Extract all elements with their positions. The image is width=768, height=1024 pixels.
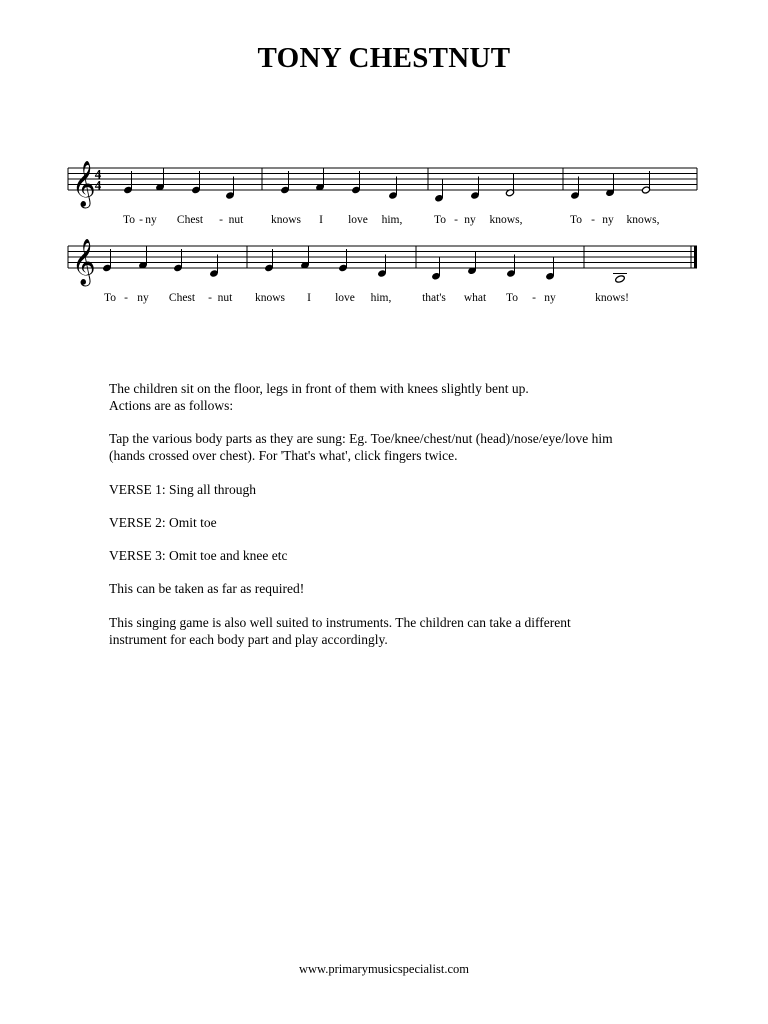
lyric-syllable: ny — [464, 214, 476, 226]
lyric-hyphen: - — [591, 214, 595, 226]
lyric-syllable: Chest — [176, 214, 204, 226]
lyric-syllable: nut — [217, 292, 233, 304]
lyric-syllable: To — [104, 292, 116, 304]
page-title: TONY CHESTNUT — [257, 42, 511, 74]
lyric-syllable: that's — [422, 292, 446, 304]
note-G4-quarter — [338, 249, 347, 272]
verse-3-text: VERSE 3: Omit toe and knee etc — [109, 548, 288, 563]
note-G4-quarter — [102, 249, 111, 272]
lyric-syllable: nut — [228, 214, 244, 226]
lyric-hyphen: - — [532, 292, 536, 304]
treble-clef-icon: 𝄞 — [72, 239, 96, 284]
lyric-syllable: knows, — [489, 214, 523, 226]
lyric-hyphen: - — [124, 292, 128, 304]
note-G4-quarter — [264, 249, 273, 272]
time-signature-top: 4 — [94, 166, 102, 182]
lyric-hyphen: - — [139, 214, 143, 226]
lyric-hyphen: - — [454, 214, 458, 226]
lyric-hyphen: - — [208, 292, 212, 304]
lyric-syllable: I — [319, 214, 323, 226]
lyric-syllable: knows — [270, 214, 302, 226]
lyric-syllable: ny — [544, 292, 556, 304]
lyric-syllable: To — [506, 292, 518, 304]
lyric-syllable: what — [463, 292, 487, 304]
lyric-syllable: To — [434, 214, 446, 226]
verse-1-text: VERSE 1: Sing all through — [109, 482, 257, 497]
note-D4-quarter — [431, 257, 440, 280]
required-text: This can be taken as far as required! — [109, 581, 305, 596]
tap-paragraph — [109, 430, 729, 464]
lyric-syllable: Chest — [168, 292, 196, 304]
verse-2-text: VERSE 2: Omit toe — [109, 515, 217, 530]
footer-url: www.primarymusicspecialist.com — [299, 962, 469, 976]
lyric-syllable: knows! — [595, 292, 629, 304]
lyric-syllable: ny — [602, 214, 614, 226]
final-bar-thick — [694, 246, 697, 268]
note-F4-quarter — [467, 252, 476, 275]
note-C4-whole — [613, 274, 627, 284]
lyric-syllable: knows — [254, 292, 286, 304]
note-E4-quarter — [209, 255, 218, 278]
lyric-syllable: ny — [137, 292, 149, 304]
instruments-paragraph — [109, 614, 729, 648]
lyric-syllable: To — [123, 214, 135, 226]
lyric-syllable: ny — [145, 214, 157, 226]
intro-line-1: The children sit on the floor, legs in front of them with knees slightly bent up. — [109, 381, 529, 396]
lyric-syllable: love — [348, 214, 368, 226]
tap-line-1: Tap the various body parts as they are sung: Eg. Toe/knee/chest/nut (head)/nose/eye/love him — [109, 431, 613, 446]
music-staff-system-2 — [0, 0, 768, 320]
instruments-line-1: This singing game is also well suited to instruments. The children can take a different — [109, 615, 571, 630]
lyric-syllable: To — [570, 214, 582, 226]
time-signature-bottom: 4 — [94, 177, 102, 193]
instruments-line-2: instrument for each body part and play accordingly. — [109, 632, 388, 647]
note-G4-quarter — [173, 249, 182, 272]
lyric-syllable: I — [307, 292, 311, 304]
note-E4-quarter — [377, 255, 386, 278]
lyric-syllable: him, — [381, 214, 403, 226]
note-A4-quarter — [138, 246, 147, 269]
intro-line-2: Actions are as follows: — [109, 398, 234, 413]
treble-clef-icon: 𝄞 — [72, 161, 96, 206]
lyric-syllable: knows, — [626, 214, 660, 226]
note-E4-quarter — [506, 255, 515, 278]
tap-line-2: (hands crossed over chest). For 'That's what', click fingers twice. — [109, 448, 458, 463]
note-A4-quarter — [300, 246, 309, 269]
lyric-hyphen: - — [219, 214, 223, 226]
lyric-syllable: him, — [370, 292, 392, 304]
note-D4-quarter — [545, 257, 554, 280]
intro-paragraph — [109, 380, 729, 414]
lyric-syllable: love — [335, 292, 355, 304]
